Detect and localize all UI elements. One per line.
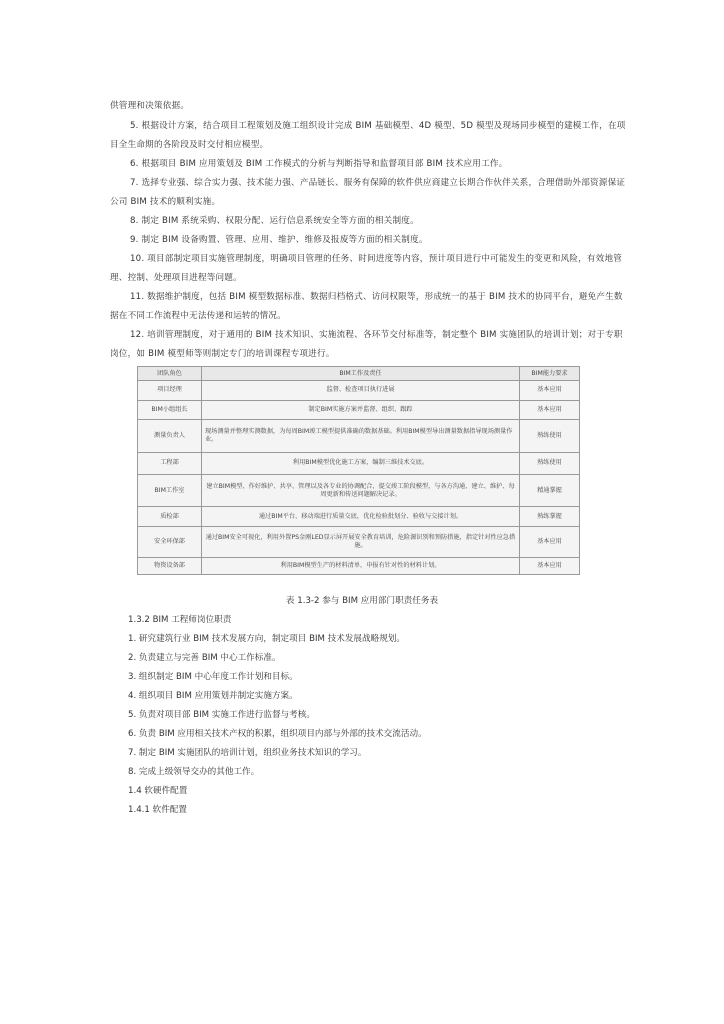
cell-skill: 熟练掌握 [520, 507, 580, 527]
header-role: 团队角色 [138, 367, 202, 381]
cell-duty: 监督、检查项目执行进展 [202, 381, 520, 401]
cell-role: 工程部 [138, 452, 202, 474]
section-heading-1-4: 1.4 软硬件配置 [128, 786, 188, 796]
table-row [138, 420, 580, 453]
cell-duty: 利用BIM模型生产的材料清单，申报有针对性的材料计划。 [202, 557, 520, 574]
table-row [138, 400, 580, 420]
list-item: 2. 负责建立与完善 BIM 中心工作标准。 [128, 653, 281, 663]
cell-duty: 利用BIM模型优化施工方案，编制三维技术交底。 [202, 452, 520, 474]
list-item: 1. 研究建筑行业 BIM 技术发展方向，制定项目 BIM 技术发展战略规划。 [128, 634, 405, 644]
list-item: 5. 负责对项目部 BIM 实施工作进行监督与考核。 [128, 710, 315, 720]
cell-skill: 基本应用 [520, 381, 580, 401]
list-item: 3. 组织制定 BIM 中心年度工作计划和目标。 [128, 672, 298, 682]
cell-duty: 建立BIM模型、作好维护、共享、管理以及各专业的协调配合，提交竣工阶段模型，与各方沟通、建立、维护、每周更新和传送问题解决记录。 [202, 474, 520, 507]
paragraph-item-9: 9. 制定 BIM 设备购置、管理、应用、维护、维修及报废等方面的相关制度。 [130, 235, 428, 245]
header-duty: BIM工作及责任 [202, 367, 520, 381]
table-caption: 表 1.3-2 参与 BIM 应用部门职责任务表 [285, 596, 439, 606]
table-row [138, 381, 580, 401]
list-item: 4. 组织项目 BIM 应用策划并制定实施方案。 [128, 691, 298, 701]
paragraph-item-6: 6. 根据项目 BIM 应用策划及 BIM 工作模式的分析与判断指导和监督项目部 BIM 技术应用工作。 [130, 159, 508, 169]
cell-role: BIM小组组长 [138, 400, 202, 420]
paragraph-item-5: 5. 根据设计方案，结合项目工程策划及施工组织设计完成 BIM 基础模型、4D 模型、5D 模型及现场同步模型的建模工作，在项目全生命期的各阶段及时交付相应模型。 [110, 121, 626, 150]
cell-skill: 基本应用 [520, 400, 580, 420]
responsibility-table-container [137, 366, 579, 575]
cell-duty: 通过BIM安全可视化，利用外置PS金刚LED显示屏开展安全教育培训，危险源识别和预防措施，指定针对性应急措施。 [202, 527, 520, 558]
header-skill: BIM能力要求 [520, 367, 580, 381]
table-row [138, 474, 580, 507]
paragraph-intro-tail: 供管理和决策依据。 [110, 101, 190, 111]
table-row [138, 557, 580, 574]
list-item: 8. 完成上级领导交办的其他工作。 [128, 767, 260, 777]
paragraph-item-10: 10. 项目部制定项目实施管理制度，明确项目管理的任务、时间进度等内容，预计项目进行中可能发生的变更和风险，有效地管理、控制、处理项目进程等问题。 [110, 254, 623, 283]
paragraph-item-7: 7. 选择专业强、综合实力强、技术能力强、产品链长、服务有保障的软件供应商建立长期合作伙伴关系，合理借助外部资源保证公司 BIM 技术的顺利实施。 [110, 178, 626, 207]
table-header-row [138, 367, 580, 381]
cell-skill: 熟练使用 [520, 420, 580, 453]
cell-skill: 精通掌握 [520, 474, 580, 507]
table-row [138, 452, 580, 474]
cell-skill: 基本应用 [520, 557, 580, 574]
table-row [138, 527, 580, 558]
cell-role: BIM工作室 [138, 474, 202, 507]
cell-role: 物资设备部 [138, 557, 202, 574]
responsibility-table [137, 366, 580, 575]
cell-role: 安全环保部 [138, 527, 202, 558]
cell-duty: 现场测量并整理实测数据，为每周BIM竣工模型提供准确的数据基础。利用BIM模型导出测量数据指导现场测量作业。 [202, 420, 520, 453]
paragraph-item-8: 8. 制定 BIM 系统采购、权限分配、运行信息系统安全等方面的相关制度。 [130, 216, 419, 226]
section-heading-1-3-2: 1.3.2 BIM 工程师岗位职责 [128, 615, 232, 625]
cell-skill: 基本应用 [520, 527, 580, 558]
cell-role: 质检部 [138, 507, 202, 527]
paragraph-item-11: 11. 数据维护制度，包括 BIM 模型数据标准、数据归档格式、访问权限等，形成统一的基于 BIM 技术的协同平台，避免产生数据在不同工作流程中无法传递和运转的情况。 [110, 292, 623, 321]
list-item: 7. 制定 BIM 实施团队的培训计划，组织业务技术知识的学习。 [128, 748, 367, 758]
list-item: 6. 负责 BIM 应用相关技术产权的积累，组织项目内部与外部的技术交流活动。 [128, 729, 427, 739]
table-row [138, 507, 580, 527]
cell-role: 测量负责人 [138, 420, 202, 453]
cell-role: 项目经理 [138, 381, 202, 401]
cell-duty: 制定BIM实施方案并监督、组织、跟踪 [202, 400, 520, 420]
cell-duty: 通过BIM平台、移动端进行质量交底，优化检验批划分、验收与交接计划。 [202, 507, 520, 527]
section-heading-1-4-1: 1.4.1 软件配置 [128, 805, 187, 815]
paragraph-item-12: 12. 培训管理制度，对于通用的 BIM 技术知识、实施流程、各环节交付标准等，制定整个 BIM 实施团队的培训计划；对于专职岗位，如 BIM 模型师等则制定专门的培训课程专项进行。 [110, 330, 623, 359]
cell-skill: 熟练使用 [520, 452, 580, 474]
